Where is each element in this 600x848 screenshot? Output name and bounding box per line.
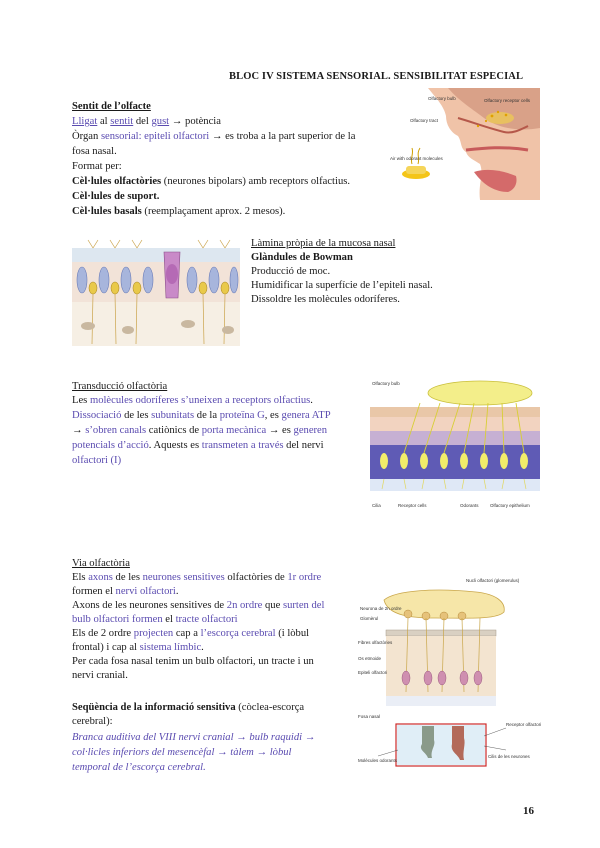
fig3-label-epithelium: Olfactory epithelium <box>490 503 530 508</box>
fig4-label-2: Glomèrul <box>360 616 379 621</box>
text-line: fosa nasal. <box>72 146 117 157</box>
text-line: Per cada fosa nasal tenim un bulb olfactori, un tracte i un <box>72 656 314 667</box>
text-line: Els de 2 ordre projecten cap a l’escorça cerebral (i lòbul <box>72 628 310 639</box>
text-line: Els axons de les neurones sensitives olfactòries de 1r ordre <box>72 572 322 583</box>
fig4-label-6: Fosa nasal <box>358 714 381 719</box>
text-line: Humidificar la superfície de l’epiteli nasal. <box>251 280 433 291</box>
text-line: bulb olfactori formen el tracte olfactori <box>72 614 238 625</box>
text-line: col·licles inferiors del mesencèfal → tàlem → lòbul <box>72 747 292 758</box>
text-line: Lligat al sentit del gust → potència <box>72 116 221 127</box>
text-line: formen el nervi olfactori. <box>72 586 179 597</box>
text-line: Cèl·lules basals (reemplaçament aprox. 2 mesos). <box>72 206 286 217</box>
text-line: Òrgan sensorial: epiteli olfactori → es troba a la part superior de la <box>72 131 356 142</box>
text-line: frontal) i cap al sistema límbic. <box>72 642 204 653</box>
figure-head-olfaction <box>388 88 540 200</box>
text-line: nervi cranial. <box>72 670 128 681</box>
text-line: Glàndules de Bowman <box>251 252 353 263</box>
page-number: 16 <box>523 805 534 817</box>
text-line: Dissociació de les subunitats de la proteïna G, es genera ATP <box>72 410 331 421</box>
text-line: Branca auditiva del VIII nervi cranial → bulb raquidi → <box>72 732 316 743</box>
text-line: Producció de moc. <box>251 266 331 277</box>
text-line: Cèl·lules de suport. <box>72 191 160 202</box>
text-line: olfactori (I) <box>72 455 122 466</box>
fig1-label-receptor: Olfactory receptor cells <box>484 98 531 103</box>
text-line: cerebral): <box>72 716 113 727</box>
fig1-label-bulb: Olfactory bulb <box>428 96 456 101</box>
text-line: Dissoldre les molècules odoríferes. <box>251 294 400 305</box>
fig4-label-5: Epiteli olfactori <box>358 670 388 675</box>
fig4-label-9: Cilis de les neurones <box>488 754 530 759</box>
section-heading-olfacte: Sentit de l’olfacte <box>72 101 151 112</box>
text-line: Format per: <box>72 161 122 172</box>
fig1-label-air: Air with odorant molecules <box>390 156 443 161</box>
text-line: → s’obren canals catiònics de porta mecànica → es generen <box>72 425 328 436</box>
section-heading-via: Via olfactòria <box>72 558 130 569</box>
section-heading-transduccio: Transducció olfactòria <box>72 381 168 392</box>
fig3-label-odorants: Odorants <box>460 503 479 508</box>
text-line: Axons de les neurones sensitives de 2n ordre que surten del <box>72 600 325 611</box>
fig1-label-tract: Olfactory tract <box>410 118 439 123</box>
text-line: Seqüència de la informació sensitiva (còclea-escorça <box>72 702 305 713</box>
figure-olfactory-pathway <box>356 574 542 770</box>
fig4-label-7: Receptor olfactori <box>506 722 542 727</box>
text-line: Les molècules odoríferes s’uneixen a receptors olfactius. <box>72 395 313 406</box>
figure-olfactory-transduction <box>370 377 540 512</box>
fig3-label-bulb: Olfactory bulb <box>372 381 400 386</box>
figure-olfactory-epithelium <box>68 238 244 358</box>
fig3-label-cilia: Cilia <box>372 503 381 508</box>
section-heading-lamina: Làmina pròpia de la mucosa nasal <box>251 238 396 249</box>
fig4-label-1: Neurona de 2n ordre <box>360 606 402 611</box>
fig4-label-4: Os etmoide <box>358 656 382 661</box>
text-line: temporal de l’escorça cerebral. <box>72 762 206 773</box>
fig4-label-0: Nucli olfactori (glomerulus) <box>466 578 520 583</box>
text-line: potencials d’acció. Aquests es transmeten a través del nervi <box>72 440 324 451</box>
page-header-title: BLOC IV SISTEMA SENSORIAL. SENSIBILITAT ESPECIAL <box>229 71 524 82</box>
fig4-label-3: Fibres olfactòries <box>358 640 393 645</box>
text-line: Cèl·lules olfactòries (neurones bipolars) amb receptors olfactius. <box>72 176 351 187</box>
fig3-label-receptors: Receptor cells <box>398 503 427 508</box>
section-heading-sequencia: Seqüència de la informació sensitiva <box>72 702 236 713</box>
fig4-label-8: Molècules odorants <box>358 758 398 763</box>
